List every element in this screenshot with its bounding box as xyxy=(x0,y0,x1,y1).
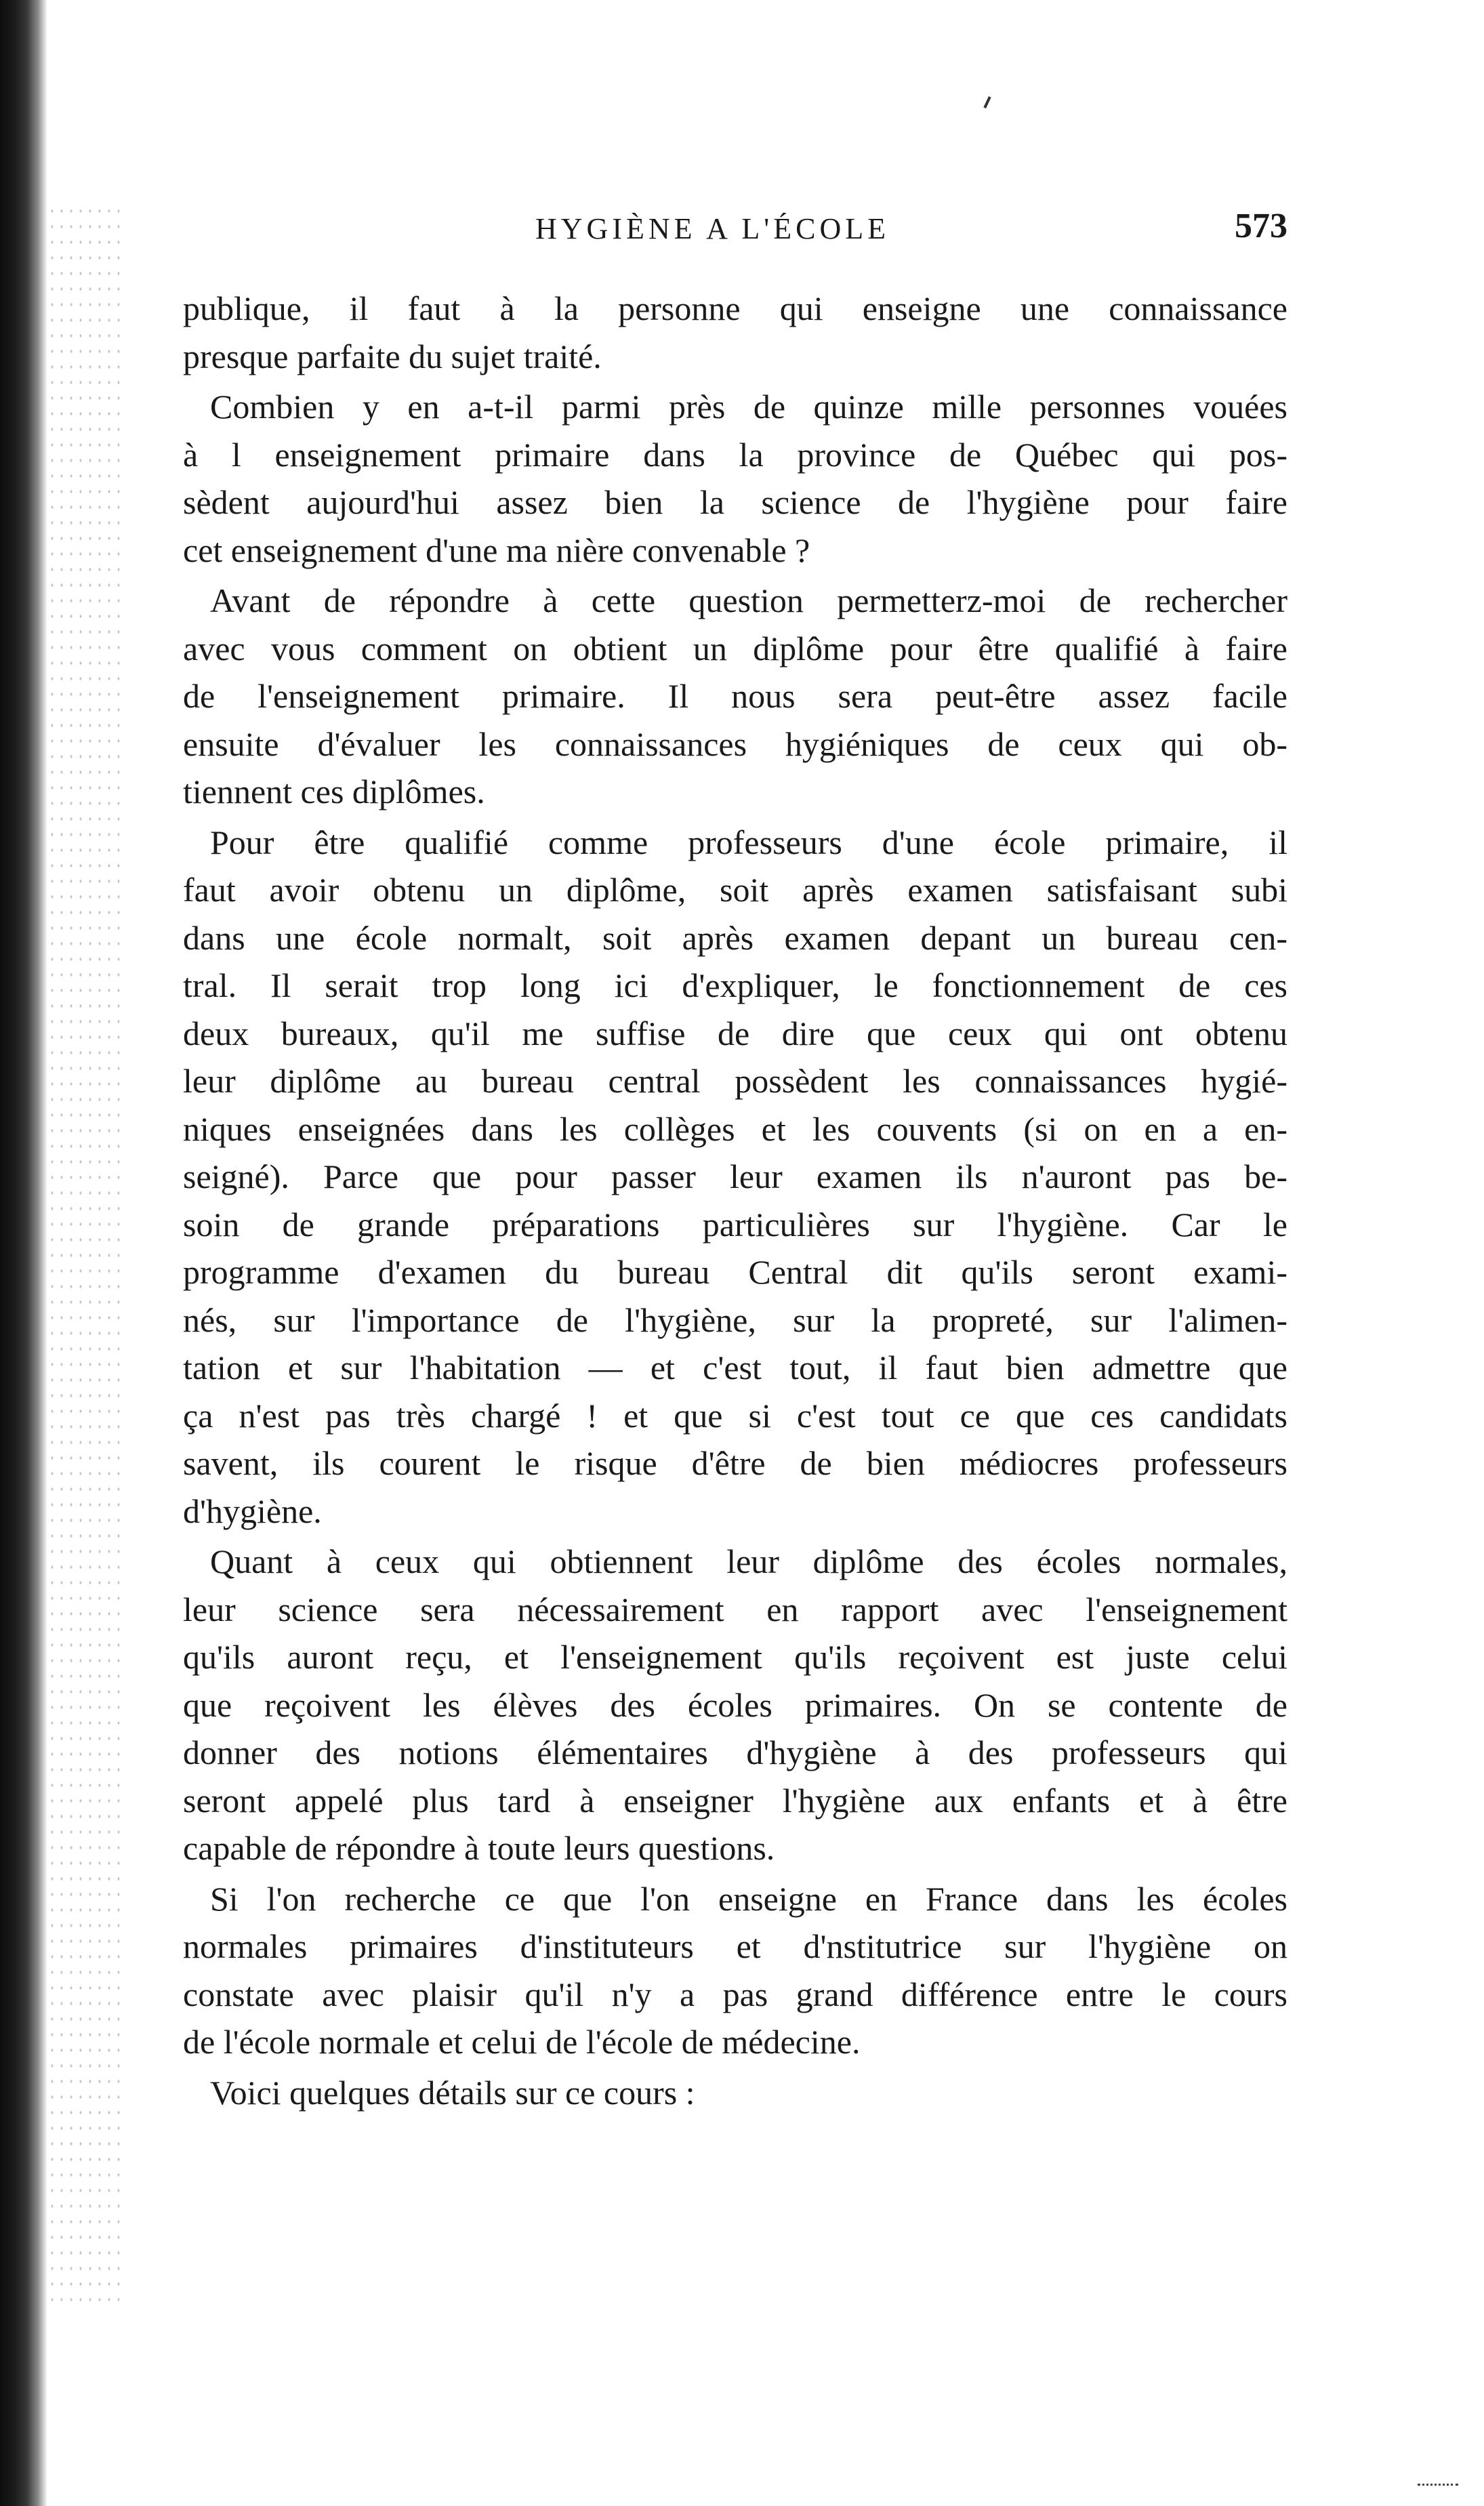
text-line: capable de répondre à toute leurs questions. xyxy=(183,1829,775,1867)
text-line: normales primaires d'instituteurs et d'nstitutrice sur l'hygiène on xyxy=(183,1927,1287,1965)
paragraph xyxy=(183,577,1287,816)
text-line: que reçoivent les élèves des écoles primaires. On se contente de xyxy=(183,1685,1287,1724)
text-line: seigné). Parce que pour passer leur examen ils n'auront pas be- xyxy=(183,1157,1287,1195)
text-line: seront appelé plus tard à enseigner l'hygiène aux enfants et à être xyxy=(183,1781,1287,1820)
text-line: deux bureaux, qu'il me suffise de dire que ceux qui ont obtenu xyxy=(183,1014,1287,1052)
text-line: soin de grande préparations particulières sur l'hygiène. Car le xyxy=(183,1205,1287,1244)
text-line: tiennent ces diplômes. xyxy=(183,773,485,810)
text-line: sèdent aujourd'hui assez bien la science de l'hygiène pour faire xyxy=(183,483,1287,521)
paragraph xyxy=(183,1538,1287,1872)
text-line: qu'ils auront reçu, et l'enseignement qu'ils reçoivent est juste celui xyxy=(183,1638,1287,1676)
text-line: cet enseignement d'une ma nière convenable ? xyxy=(183,531,810,569)
paragraph xyxy=(183,819,1287,1536)
text-line: nés, sur l'importance de l'hygiène, sur la propreté, sur l'alimen- xyxy=(183,1300,1287,1339)
text-line: savent, ils courent le risque d'être de bien médiocres professeurs xyxy=(183,1444,1287,1482)
text-line: presque parfaite du sujet traité. xyxy=(183,337,602,375)
text-line: Combien y en a-t-il parmi près de quinze mille personnes vouées xyxy=(210,388,1287,426)
text-line: tation et sur l'habitation — et c'est tout, il faut bien admettre que xyxy=(183,1349,1287,1386)
text-line: d'hygiène. xyxy=(183,1492,322,1530)
text-line: niques enseignées dans les collèges et les couvents (si on en a en- xyxy=(183,1109,1287,1148)
text-line: faut avoir obtenu un diplôme, soit après examen satisfaisant subi xyxy=(183,871,1287,909)
text-line: constate avec plaisir qu'il n'y a pas grand différence entre le cours xyxy=(183,1975,1287,2013)
stray-mark xyxy=(983,96,991,108)
paragraph xyxy=(183,2069,1287,2117)
text-line: tral. Il serait trop long ici d'expliquer, le fonctionnement de ces xyxy=(183,966,1287,1004)
text-line: dans une école normalt, soit après examen depant un bureau cen- xyxy=(183,918,1287,957)
text-line: de l'école normale et celui de l'école de médecine. xyxy=(183,2023,861,2061)
paragraph xyxy=(183,383,1287,574)
text-line: Avant de répondre à cette question permetterz-moi de rechercher xyxy=(210,581,1287,619)
text-line: de l'enseignement primaire. Il nous sera peut-être assez facile xyxy=(183,677,1287,715)
text-line: publique, il faut à la personne qui enseigne une connaissance xyxy=(183,289,1287,327)
body-text xyxy=(183,285,1287,2119)
page-number: 573 xyxy=(1235,207,1287,245)
text-line: à l enseignement primaire dans la province de Québec qui pos- xyxy=(183,435,1287,474)
text-line: ensuite d'évaluer les connaissances hygiéniques de ceux qui ob- xyxy=(183,724,1287,763)
text-line: avec vous comment on obtient un diplôme pour être qualifié à faire xyxy=(183,629,1287,667)
text-line: leur diplôme au bureau central possèdent les connaissances hygié- xyxy=(183,1062,1287,1100)
text-line: Pour être qualifié comme professeurs d'une école primaire, il xyxy=(210,823,1287,861)
text-line: programme d'examen du bureau Central dit qu'ils seront exami- xyxy=(183,1253,1287,1291)
paragraph xyxy=(183,1875,1287,2066)
paragraph xyxy=(183,285,1287,380)
running-title: HYGIÈNE A L'ÉCOLE xyxy=(535,212,890,245)
text-line: leur science sera nécessairement en rapport avec l'enseignement xyxy=(183,1590,1287,1628)
page-header xyxy=(183,203,1287,258)
text-line: Voici quelques détails sur ce cours : xyxy=(210,2073,695,2112)
corner-mark xyxy=(1418,2477,1458,2486)
binding-edge xyxy=(0,0,47,2506)
text-line: Si l'on recherche ce que l'on enseigne en France dans les écoles xyxy=(210,1879,1287,1918)
text-line: Quant à ceux qui obtiennent leur diplôme des écoles normales, xyxy=(210,1542,1287,1580)
scan-speckle xyxy=(47,203,122,2304)
text-line: ça n'est pas très chargé ! et que si c'est tout ce que ces candidats xyxy=(183,1396,1287,1435)
text-line: donner des notions élémentaires d'hygiène à des professeurs qui xyxy=(183,1733,1287,1771)
